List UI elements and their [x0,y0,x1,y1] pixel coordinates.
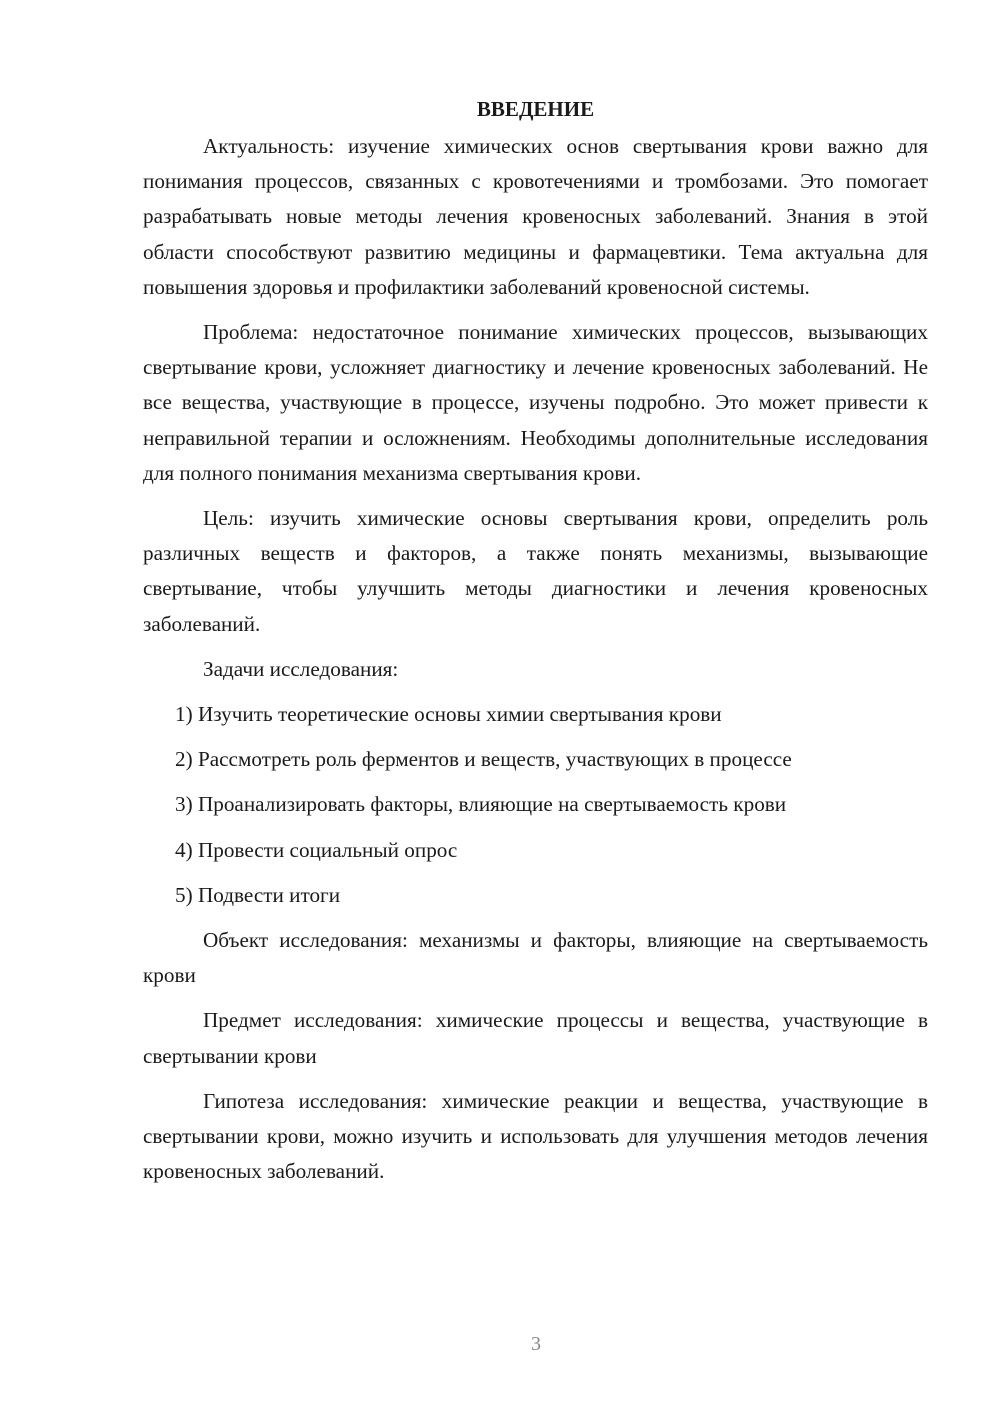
section-title: ВВЕДЕНИЕ [476,97,595,121]
list-item: 3) Проанализировать факторы, влияющие на свертываемость крови [175,792,787,817]
list-item: 4) Провести социальный опрос [175,837,458,862]
document-page [143,92,928,1199]
tasks-heading: Задачи исследования: [203,656,399,681]
problem-paragraph: Проблема: недостаточное понимание химических процессов, вызывающих свертывание крови, усложняет диагностику и лечение кровеносных заболеваний. Не все вещества, участвующие в процессе, изучены подробно. Это может привести к неправильной терапии и осложнениям. Необходимы дополнительные исследования для полного понимания механизма свертывания крови. [143,320,928,485]
tasks-list [143,697,928,913]
object-paragraph: Объект исследования: механизмы и факторы, влияющие на свертываемость крови [143,928,928,988]
relevance-paragraph: Актуальность: изучение химических основ свертывания крови важно для понимания процессов, связанных с кровотечениями и тромбозами. Это помогает разрабатывать новые методы лечения кровеносных заболеваний. Знания в этой области способствуют развитию медицины и фармацевтики. Тема актуальна для повышения здоровья и профилактики заболеваний кровеносной системы. [143,134,928,299]
hypothesis-paragraph: Гипотеза исследования: химические реакции и вещества, участвующие в свертывании крови, можно изучить и использовать для улучшения методов лечения кровеносных заболеваний. [143,1088,928,1184]
page-number: 3 [531,1333,541,1355]
subject-paragraph: Предмет исследования: химические процессы и вещества, участвующие в свертывании крови [143,1008,928,1068]
list-item: 5) Подвести итоги [175,882,341,907]
goal-paragraph: Цель: изучить химические основы свертывания крови, определить роль различных веществ и факторов, а также понять механизмы, вызывающие свертывание, чтобы улучшить методы диагностики и лечения кровеносных заболеваний. [143,506,928,636]
list-item: 1) Изучить теоретические основы химии свертывания крови [175,702,722,727]
list-item: 2) Рассмотреть роль ферментов и веществ, участвующих в процессе [175,747,792,772]
